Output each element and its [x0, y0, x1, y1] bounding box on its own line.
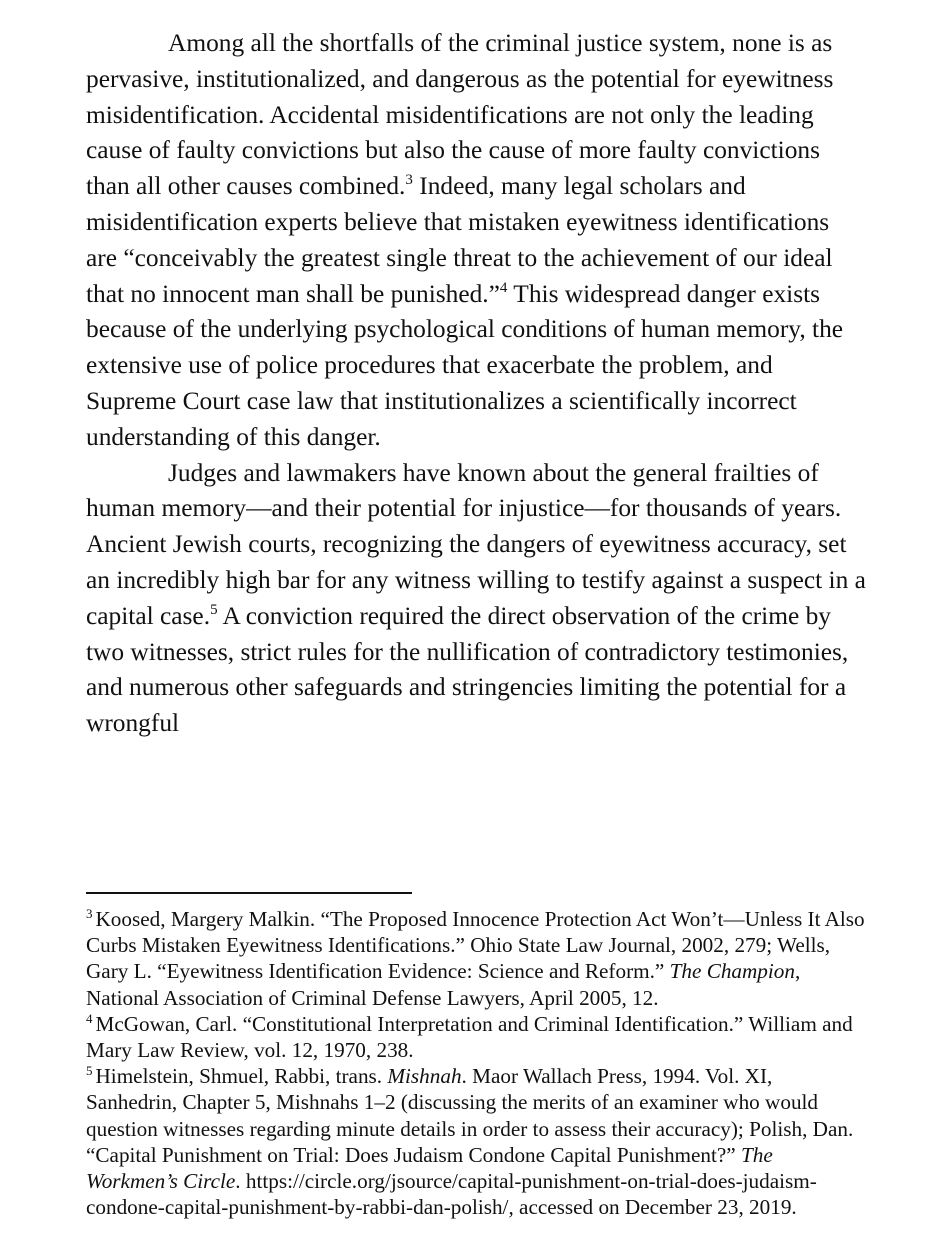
- footnote-3: [86, 906, 866, 1011]
- paragraph-1-text-a: Among all the shortfalls of the criminal justice system, none is as pervasive, institutionalized, and dangerous as the potential for eyewitness misidentification. Accidental misidentifications are not only the leading cause of faulty convictions but also the cause of more faulty convictions than all other causes combined.: [86, 29, 834, 201]
- footnote-5-italic-title-1: Mishnah: [387, 1064, 462, 1089]
- footnote-4-text-1: McGowan, Carl. “Constitutional Interpretation and Criminal Identification.” William and Mary Law Review, vol. 12, 1970, 238.: [86, 1011, 853, 1063]
- footnotes: [86, 906, 866, 1220]
- paragraph-2: [86, 456, 866, 742]
- footnote-ref-4[interactable]: 4: [499, 279, 508, 296]
- footnote-5-text-3: . https://circle.org/jsource/capital-punishment-on-trial-does-judaism-condone-capital-punishment-by-rabbi-dan-polish/, accessed on December 23, 2019.: [86, 1169, 817, 1220]
- footnote-separator: [86, 892, 412, 894]
- footnote-5-italic-title-2: The Workmen’s Circle: [86, 1142, 773, 1194]
- footnote-5-text-2: . Maor Wallach Press, 1994. Vol. XI, Sanhedrin, Chapter 5, Mishnahs 1–2 (discussing the merits of an examiner who would question witnesses regarding minute details in order to assess their accuracy); Polish, Dan. “Capital Punishment on Trial: Does Judaism Condone Capital Punishment?”: [86, 1064, 854, 1167]
- footnote-3-text-1: Koosed, Margery Malkin. “The Proposed Innocence Protection Act Won’t—Unless It Also Curbs Mistaken Eyewitness Identifications.” Ohio State Law Journal, 2002, 279; Wells, Gary L. “Eyewitness Identification Evidence: Science and Reform.”: [86, 907, 865, 984]
- footnote-4: [86, 1011, 866, 1063]
- paragraph-2-text-a: Judges and lawmakers have known about the general frailties of human memory—and their potential for injustice—for thousands of years. Ancient Jewish courts, recognizing the dangers of eyewitness accuracy, set an incredibly high bar for any witness willing to testify against a suspect in a capital case.: [86, 458, 866, 630]
- body-text: [86, 26, 866, 742]
- paragraph-2-text-b: A conviction required the direct observation of the crime by two witnesses, strict rules for the nullification of contradictory testimonies, and numerous other safeguards and stringencies limiting the potential for a wrongful: [86, 601, 849, 738]
- footnote-ref-5[interactable]: 5: [210, 601, 218, 618]
- paragraph-1-text-b: Indeed, many legal scholars and misidentification experts believe that mistaken eyewitness identifications are “conceivably the greatest single threat to the achievement of our ideal that no innocent man shall be punished.”: [86, 172, 833, 308]
- paragraph-1: [86, 26, 866, 456]
- footnote-3-italic-title: The Champion: [669, 959, 795, 984]
- footnote-ref-3[interactable]: 3: [405, 172, 413, 189]
- footnote-number: 5: [86, 1063, 93, 1079]
- footnote-number: 3: [86, 906, 93, 921]
- footnote-5: [86, 1063, 866, 1220]
- paragraph-1-text-c: This widespread danger exists because of the underlying psychological conditions of human memory, the extensive use of police procedures that exacerbate the problem, and Supreme Court case law that institutionalizes a scientifically incorrect understanding of this danger.: [86, 279, 844, 451]
- footnote-5-text-1: Himelstein, Shmuel, Rabbi, trans.: [95, 1064, 388, 1089]
- footnote-number: 4: [86, 1010, 93, 1026]
- footnote-3-text-2: , National Association of Criminal Defense Lawyers, April 2005, 12.: [86, 959, 801, 1010]
